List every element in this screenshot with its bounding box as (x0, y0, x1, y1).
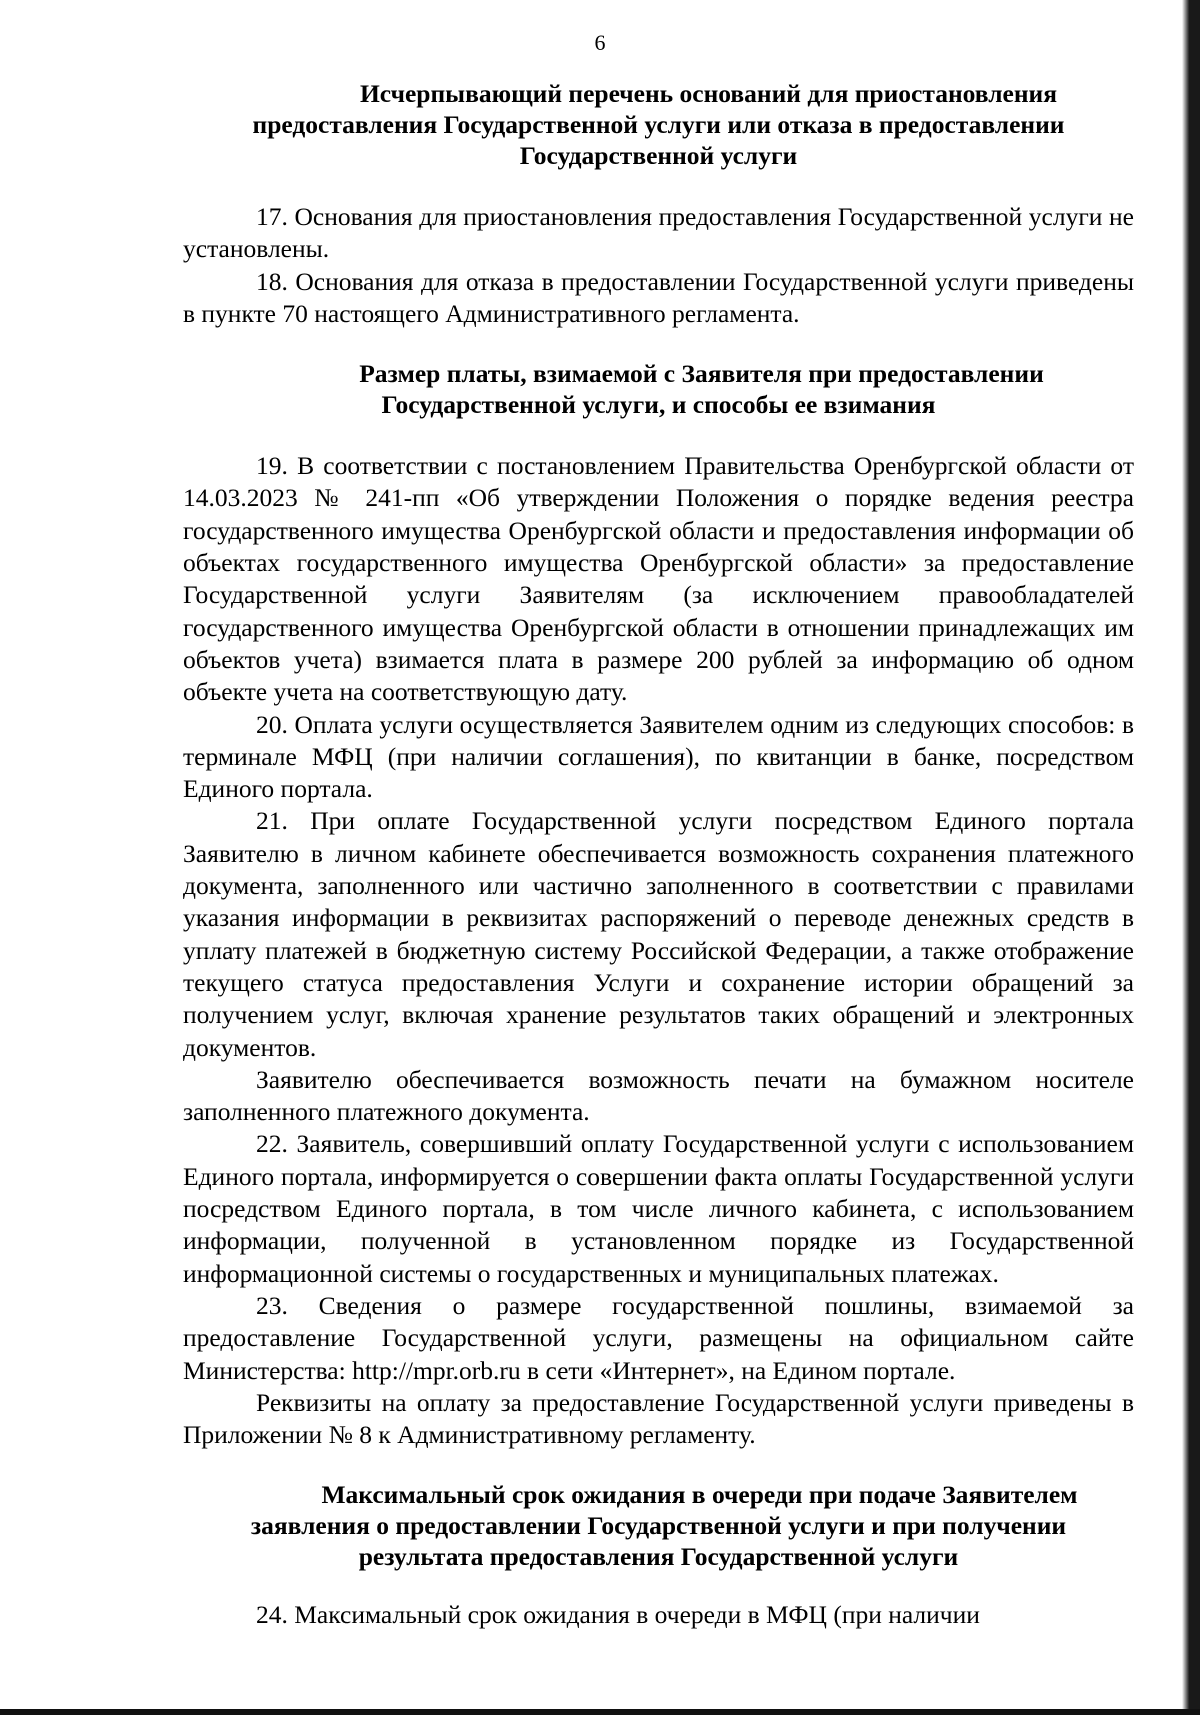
heading-line: Размер платы, взимаемой с Заявителя при предоставлении (359, 359, 1044, 389)
paragraph-24: 24. Максимальный срок ожидания в очереди в МФЦ (при наличии (256, 1600, 980, 1630)
heading-line: предоставления Государственной услуги или отказа в предоставлении (252, 110, 1065, 139)
paragraph-21: 21. При оплате Государственной услуги посредством Единого портала Заявителю в личном кабинете обеспечивается возможность сохранения платежного документа, заполненного или частично заполненного в соответствии с правилами указания информации в реквизитах распоряжений о переводе денежных средств в уплату платежей в бюджетную систему Российской Федерации, а также отображение текущего статуса предоставления Услуги и сохранение истории обращений за получением услуг, включая хранение результатов таких обращений и электронных документов. (183, 806, 1134, 1062)
paragraph-19: 19. В соответствии с постановлением Правительства Оренбургской области от 14.03.2023 № 241-пп «Об утверждении Положения о порядке ведения реестра государственного имущества Оренбургской области и предоставления информации об объектах государственного имущества Оренбургской области» за предоставление Государственной услуги Заявителям (за исключением правообладателей государственного имущества Оренбургской области в отношении принадлежащих им объектов учета) взимается плата в размере 200 рублей за информацию об одном объекте учета на соответствующую дату. (183, 451, 1134, 707)
heading-line: Исчерпывающий перечень оснований для приостановления (359, 79, 1058, 108)
scan-edge-shadow (1182, 0, 1200, 1715)
paragraph-22: 22. Заявитель, совершивший оплату Государственной услуги с использованием Единого портала, информируется о совершении факта оплаты Государственной услуги посредством Единого портала, в том числе личного кабинета, с использованием информации, полученной в установленном порядке из Государственной информационной системы о государственных и муниципальных платежах. (183, 1129, 1134, 1288)
paragraph-18: 18. Основания для отказа в предоставлении Государственной услуги приведены в пункте 70 настоящего Административного регламента. (183, 266, 1134, 328)
scan-bottom-edge (0, 1709, 1200, 1715)
paragraph-17: 17. Основания для приостановления предоставления Государственной услуги не установлены. (183, 202, 1134, 264)
document-body (183, 78, 1134, 1632)
paragraph-23: 23. Сведения о размере государственной пошлины, взимаемой за предоставление Государственной услуги, размещены на официальном сайте Министерства: http://mpr.orb.ru в сети «Интернет», на Едином портале. (183, 1290, 1134, 1385)
section-heading-queue-time (183, 1479, 1134, 1572)
heading-line: заявления о предоставлении Государственной услуги и при получении (250, 1511, 1067, 1541)
section-heading-suspension-grounds (183, 78, 1134, 171)
heading-line: Государственной услуги, и способы ее взимания (381, 390, 936, 420)
paragraph-23-requisites: Реквизиты на оплату за предоставление Государственной услуги приведены в Приложении № 8 к Административному регламенту. (183, 1387, 1134, 1450)
heading-line: Государственной услуги (519, 141, 798, 170)
page-number: 6 (594, 30, 606, 55)
heading-line: результата предоставления Государственной услуги (358, 1542, 959, 1572)
heading-line: Максимальный срок ожидания в очереди при подаче Заявителем (321, 1480, 1078, 1510)
section-heading-fee (183, 358, 1134, 420)
paragraph-20: 20. Оплата услуги осуществляется Заявителем одним из следующих способов: в терминале МФЦ (при наличии соглашения), по квитанции в банке, посредством Единого портала. (183, 709, 1134, 804)
paragraph-21-print: Заявителю обеспечивается возможность печати на бумажном носителе заполненного платежного документа. (183, 1064, 1134, 1127)
